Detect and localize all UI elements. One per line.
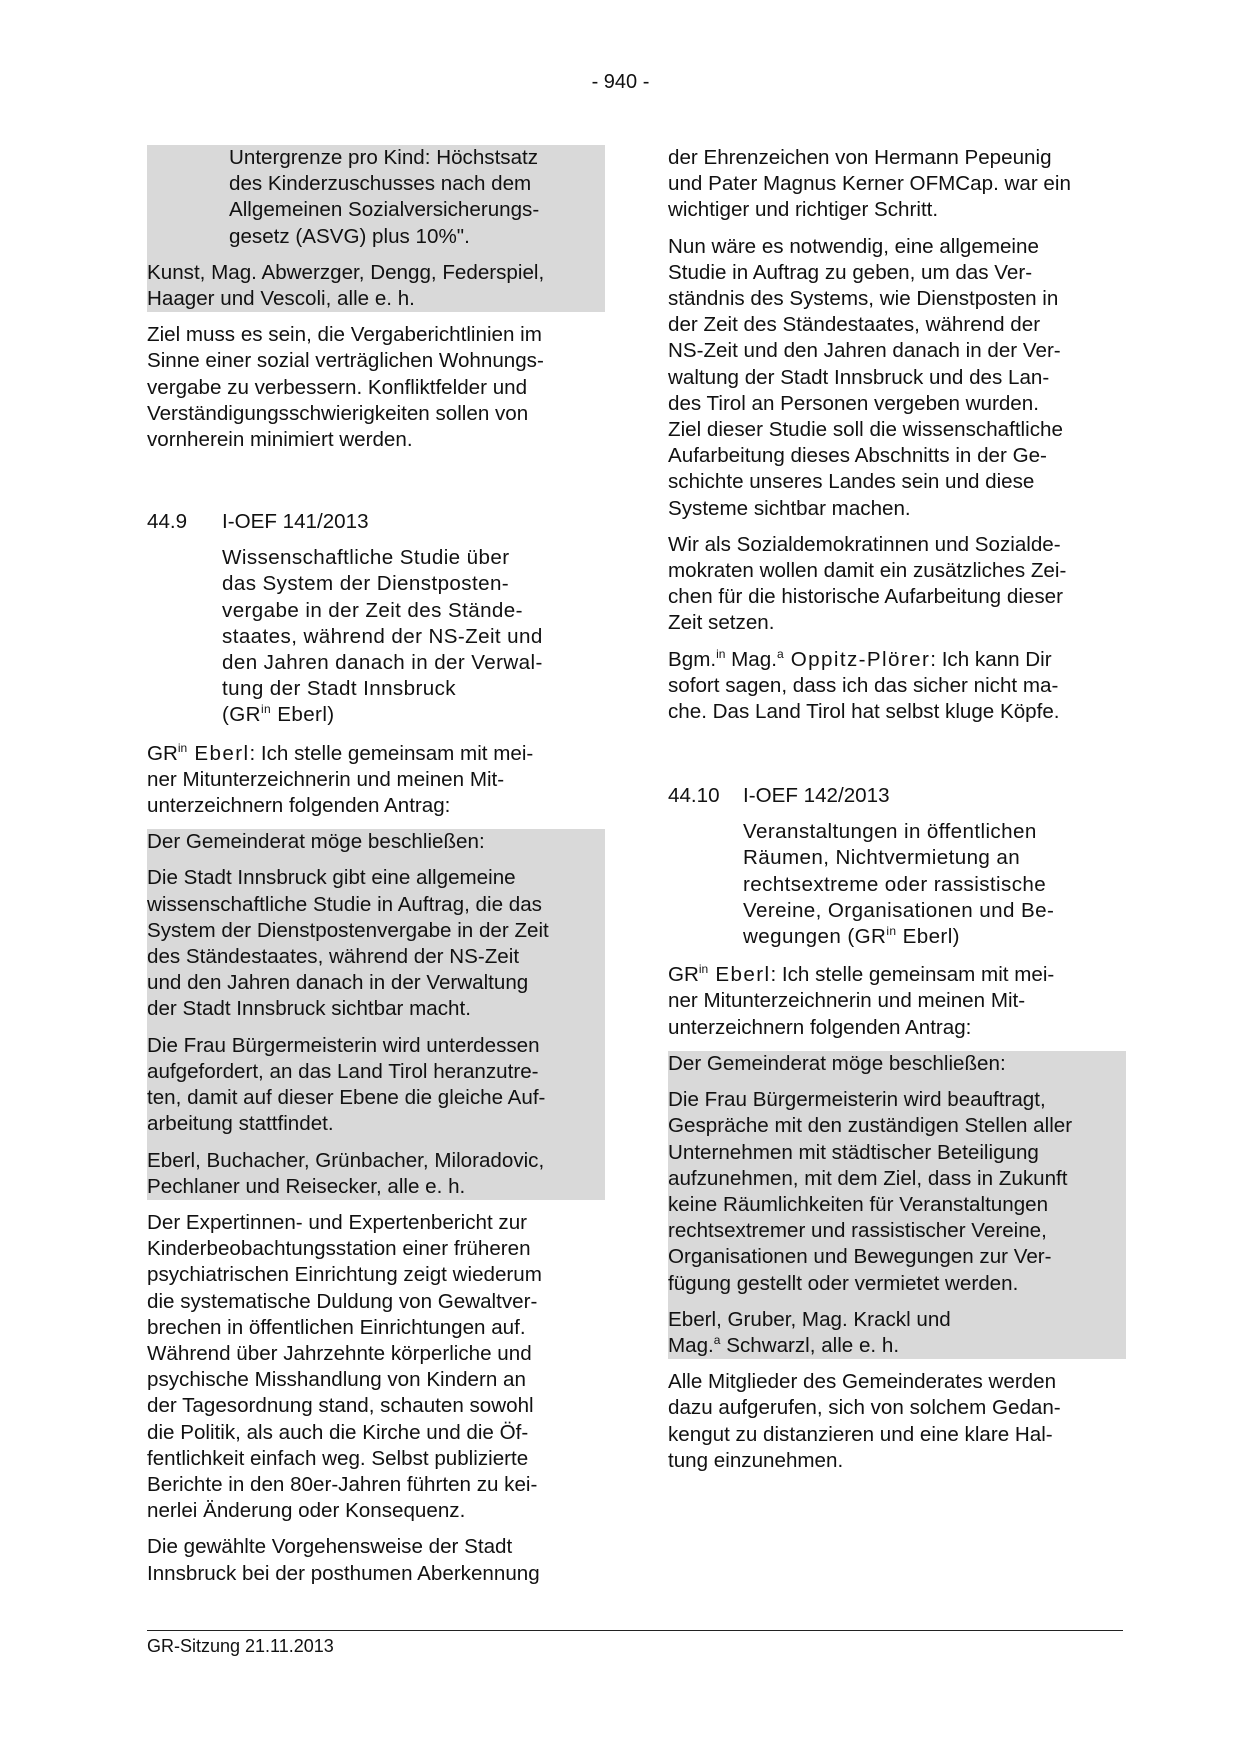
text-line: $GR^{in}$ Eberl: Ich stelle gemeinsam mit mei-	[147, 740, 534, 765]
motion-line: Allgemeinen Sozialversicherungs-	[229, 198, 540, 222]
text-line: unterzeichnern folgenden Antrag:	[668, 1015, 972, 1039]
mayor-statement	[668, 647, 1126, 726]
text-line: ständnis des Systems, wie Dienstposten in	[668, 287, 1059, 311]
motion-box	[147, 829, 605, 1200]
title-line: Räumen, Nichtvermietung an	[743, 846, 1021, 870]
text-line: $GR^{in}$ Eberl: Ich stelle gemeinsam mit mei-	[668, 962, 1055, 987]
text-line: Unternehmen mit städtischer Beteiligung	[668, 1140, 1039, 1164]
text-line: der Tagesordnung stand, schauten sowohl	[147, 1394, 534, 1418]
text-line: wichtiger und richtiger Schritt.	[668, 198, 939, 222]
text-line: Mag.$^a$ Schwarzl, alle e. h.	[668, 1332, 900, 1357]
text-line: der Ehrenzeichen von Hermann Pepeunig	[668, 146, 1052, 169]
title-line: den Jahren danach in der Verwal-	[222, 651, 543, 675]
text-line: NS-Zeit und den Jahren danach in der Ver-	[668, 339, 1061, 363]
text-line: fügung gestellt oder vermietet werden.	[668, 1271, 1019, 1295]
text-line: Pechlaner und Reisecker, alle e. h.	[147, 1174, 466, 1198]
title-line: tung der Stadt Innsbruck	[222, 677, 456, 701]
title-line: rechtsextreme oder rassistische	[743, 872, 1047, 896]
text-line: der Stadt Innsbruck sichtbar macht.	[147, 997, 471, 1021]
text-line: aufzunehmen, mit dem Ziel, dass in Zukunft	[668, 1166, 1068, 1190]
speaker-statement	[147, 741, 605, 820]
text-line: vornherein minimiert werden.	[147, 428, 413, 452]
text-line: Wir als Sozialdemokratinnen und Sozialde-	[668, 532, 1061, 556]
text-line: brechen in öffentlichen Einrichtungen auf.	[147, 1315, 526, 1339]
text-line: Aufarbeitung dieses Abschnitts in der Ge-	[668, 444, 1047, 468]
text-line: der Zeit des Ständestaates, während der	[668, 313, 1041, 337]
text-line: Die Frau Bürgermeisterin wird unterdessen	[147, 1033, 540, 1057]
speaker-statement	[668, 962, 1126, 1041]
motion-intro: Der Gemeinderat möge beschließen:	[668, 1051, 1006, 1075]
text-line: die systematische Duldung von Gewaltver-	[147, 1289, 538, 1313]
motion-box	[668, 1051, 1126, 1359]
text-line: Alle Mitglieder des Gemeinderates werden	[668, 1370, 1057, 1394]
title-line: Vereine, Organisationen und Be-	[743, 898, 1055, 922]
text-line: Ziel muss es sein, die Vergaberichtlinien im	[147, 323, 542, 347]
text-line: Zeit setzen.	[668, 611, 775, 635]
agenda-item-title	[668, 819, 1126, 950]
text-line: aufgefordert, an das Land Tirol heranzutre-	[147, 1059, 539, 1083]
motion-signers	[147, 1148, 605, 1200]
paragraph	[668, 1369, 1126, 1474]
agenda-item-number: 44.10	[668, 784, 720, 808]
text-line: psychische Misshandlung von Kindern an	[147, 1368, 526, 1392]
agenda-item-code: I-OEF 141/2013	[222, 510, 369, 534]
motion-intro: Der Gemeinderat möge beschließen:	[147, 830, 485, 854]
text-line: sofort sagen, dass ich das sicher nicht ma-	[668, 673, 1059, 697]
motion-paragraph	[668, 1087, 1126, 1307]
paragraph	[668, 145, 1126, 224]
text-line: Während über Jahrzehnte körperliche und	[147, 1341, 532, 1365]
paragraph	[147, 1534, 605, 1586]
paragraph	[668, 234, 1126, 522]
footer-divider	[147, 1630, 1123, 1631]
text-line: keine Räumlichkeiten für Veranstaltungen	[668, 1192, 1049, 1216]
text-line: Der Expertinnen- und Expertenbericht zur	[147, 1210, 528, 1234]
text-line: Ziel dieser Studie soll die wissenschaftliche	[668, 418, 1063, 442]
title-line: staates, während der NS-Zeit und	[222, 624, 543, 648]
text-line: che. Das Land Tirol hat selbst kluge Köpfe.	[668, 700, 1060, 724]
agenda-item-number: 44.9	[147, 510, 188, 534]
agenda-item-heading	[147, 509, 605, 535]
text-line: Kinderbeobachtungsstation einer früheren	[147, 1237, 531, 1261]
text-line: Organisationen und Bewegungen zur Ver-	[668, 1245, 1052, 1269]
text-line: Verständigungsschwierigkeiten sollen von	[147, 401, 529, 425]
text-line: mokraten wollen damit ein zusätzliches Zei-	[668, 559, 1067, 583]
text-line: unterzeichnern folgenden Antrag:	[147, 794, 451, 818]
text-line: waltung der Stadt Innsbruck und des Lan-	[668, 365, 1050, 389]
text-line: chen für die historische Aufarbeitung dieser	[668, 585, 1063, 609]
text-line: Eberl, Gruber, Mag. Krackl und	[668, 1307, 951, 1331]
title-line: Veranstaltungen in öffentlichen	[743, 820, 1037, 844]
paragraph	[147, 1210, 605, 1524]
text-line: tung einzunehmen.	[668, 1448, 844, 1472]
text-line: wissenschaftliche Studie in Auftrag, die das	[147, 892, 542, 916]
text-line: System der Dienstpostenvergabe in der Zeit	[147, 918, 549, 942]
text-line: kengut zu distanzieren und eine klare Hal-	[668, 1422, 1053, 1446]
speaker-name: Eberl	[187, 741, 250, 765]
signers-line: Kunst, Mag. Abwerzger, Dengg, Federspiel,	[147, 260, 545, 284]
text-line: Eberl, Buchacher, Grünbacher, Miloradovic,	[147, 1148, 545, 1172]
text-line: rechtsextremer und rassistischer Vereine,	[668, 1219, 1047, 1243]
paragraph	[668, 532, 1126, 637]
text-line: ner Mitunterzeichnerin und meinen Mit-	[147, 767, 505, 791]
motion-signers	[147, 260, 605, 312]
title-line: ($GR^{in}$ Eberl)	[222, 702, 335, 727]
title-line: vergabe in der Zeit des Stände-	[222, 598, 523, 622]
text-line: fentlichkeit einfach weg. Selbst publizierte	[147, 1446, 529, 1470]
motion-paragraph	[147, 1033, 605, 1148]
text-line: Nun wäre es notwendig, eine allgemeine	[668, 234, 1039, 258]
text-line: arbeitung stattfindet.	[147, 1112, 334, 1136]
text-line: und Pater Magnus Kerner OFMCap. war ein	[668, 172, 1071, 196]
title-line: wegungen ($GR^{in}$ Eberl)	[743, 924, 960, 949]
speaker-name: Eberl	[708, 963, 771, 987]
right-column	[668, 145, 1126, 1484]
text-line: und den Jahren danach in der Verwaltung	[147, 971, 529, 995]
text-line: Bgm.$^{in}$ Mag.$^a$ Oppitz-Plörer: Ich kann Dir	[668, 646, 1052, 671]
motion-box-continued	[147, 145, 605, 250]
text-line: des Ständestaates, während der NS-Zeit	[147, 945, 520, 969]
text-line: Berichte in den 80er-Jahren führten zu kei-	[147, 1472, 538, 1496]
motion-line: gesetz (ASVG) plus 10%".	[229, 224, 470, 248]
text-line: Sinne einer sozial verträglichen Wohnungs-	[147, 349, 544, 373]
text-line: ner Mitunterzeichnerin und meinen Mit-	[668, 989, 1026, 1013]
motion-line: des Kinderzuschusses nach dem	[229, 172, 532, 196]
page-number: - 940 -	[591, 71, 650, 93]
text-line: Die Stadt Innsbruck gibt eine allgemeine	[147, 866, 516, 890]
text-line: psychiatrischen Einrichtung zeigt wiederum	[147, 1263, 542, 1287]
signers-line: Haager und Vescoli, alle e. h.	[147, 287, 415, 311]
speaker-name: Oppitz-Plörer	[783, 647, 931, 671]
text-line: Innsbruck bei der posthumen Aberkennung	[147, 1561, 540, 1585]
agenda-item-code: I-OEF 142/2013	[743, 784, 890, 808]
text-line: Studie in Auftrag zu geben, um das Ver-	[668, 260, 1033, 284]
paragraph	[147, 322, 605, 453]
text-line: nerlei Änderung oder Konsequenz.	[147, 1499, 466, 1523]
text-line: Gespräche mit den zuständigen Stellen aller	[668, 1114, 1073, 1138]
left-column	[147, 145, 605, 1587]
text-line: des Tirol an Personen vergeben wurden.	[668, 391, 1039, 415]
text-line: Die Frau Bürgermeisterin wird beauftragt,	[668, 1088, 1046, 1112]
title-line: das System der Dienstposten-	[222, 572, 510, 596]
text-line: ten, damit auf dieser Ebene die gleiche Auf-	[147, 1086, 546, 1110]
text-line: Die gewählte Vorgehensweise der Stadt	[147, 1535, 513, 1559]
motion-paragraph	[147, 865, 605, 1032]
text-line: Systeme sichtbar machen.	[668, 496, 911, 520]
text-line: vergabe zu verbessern. Konfliktfelder und	[147, 375, 528, 399]
text-line: dazu aufgerufen, sich von solchem Gedan-	[668, 1396, 1061, 1420]
footer-session-date: GR-Sitzung 21.11.2013	[147, 1636, 334, 1656]
title-line: Wissenschaftliche Studie über	[222, 546, 510, 570]
text-line: die Politik, als auch die Kirche und die Öf-	[147, 1420, 529, 1444]
motion-line: Untergrenze pro Kind: Höchstsatz	[229, 146, 539, 169]
agenda-item-title	[147, 545, 605, 728]
shade-gap	[147, 250, 605, 260]
text-line: schichte unseres Landes sein und diese	[668, 470, 1035, 494]
motion-signers	[668, 1307, 1126, 1359]
agenda-item-heading	[668, 783, 1126, 809]
